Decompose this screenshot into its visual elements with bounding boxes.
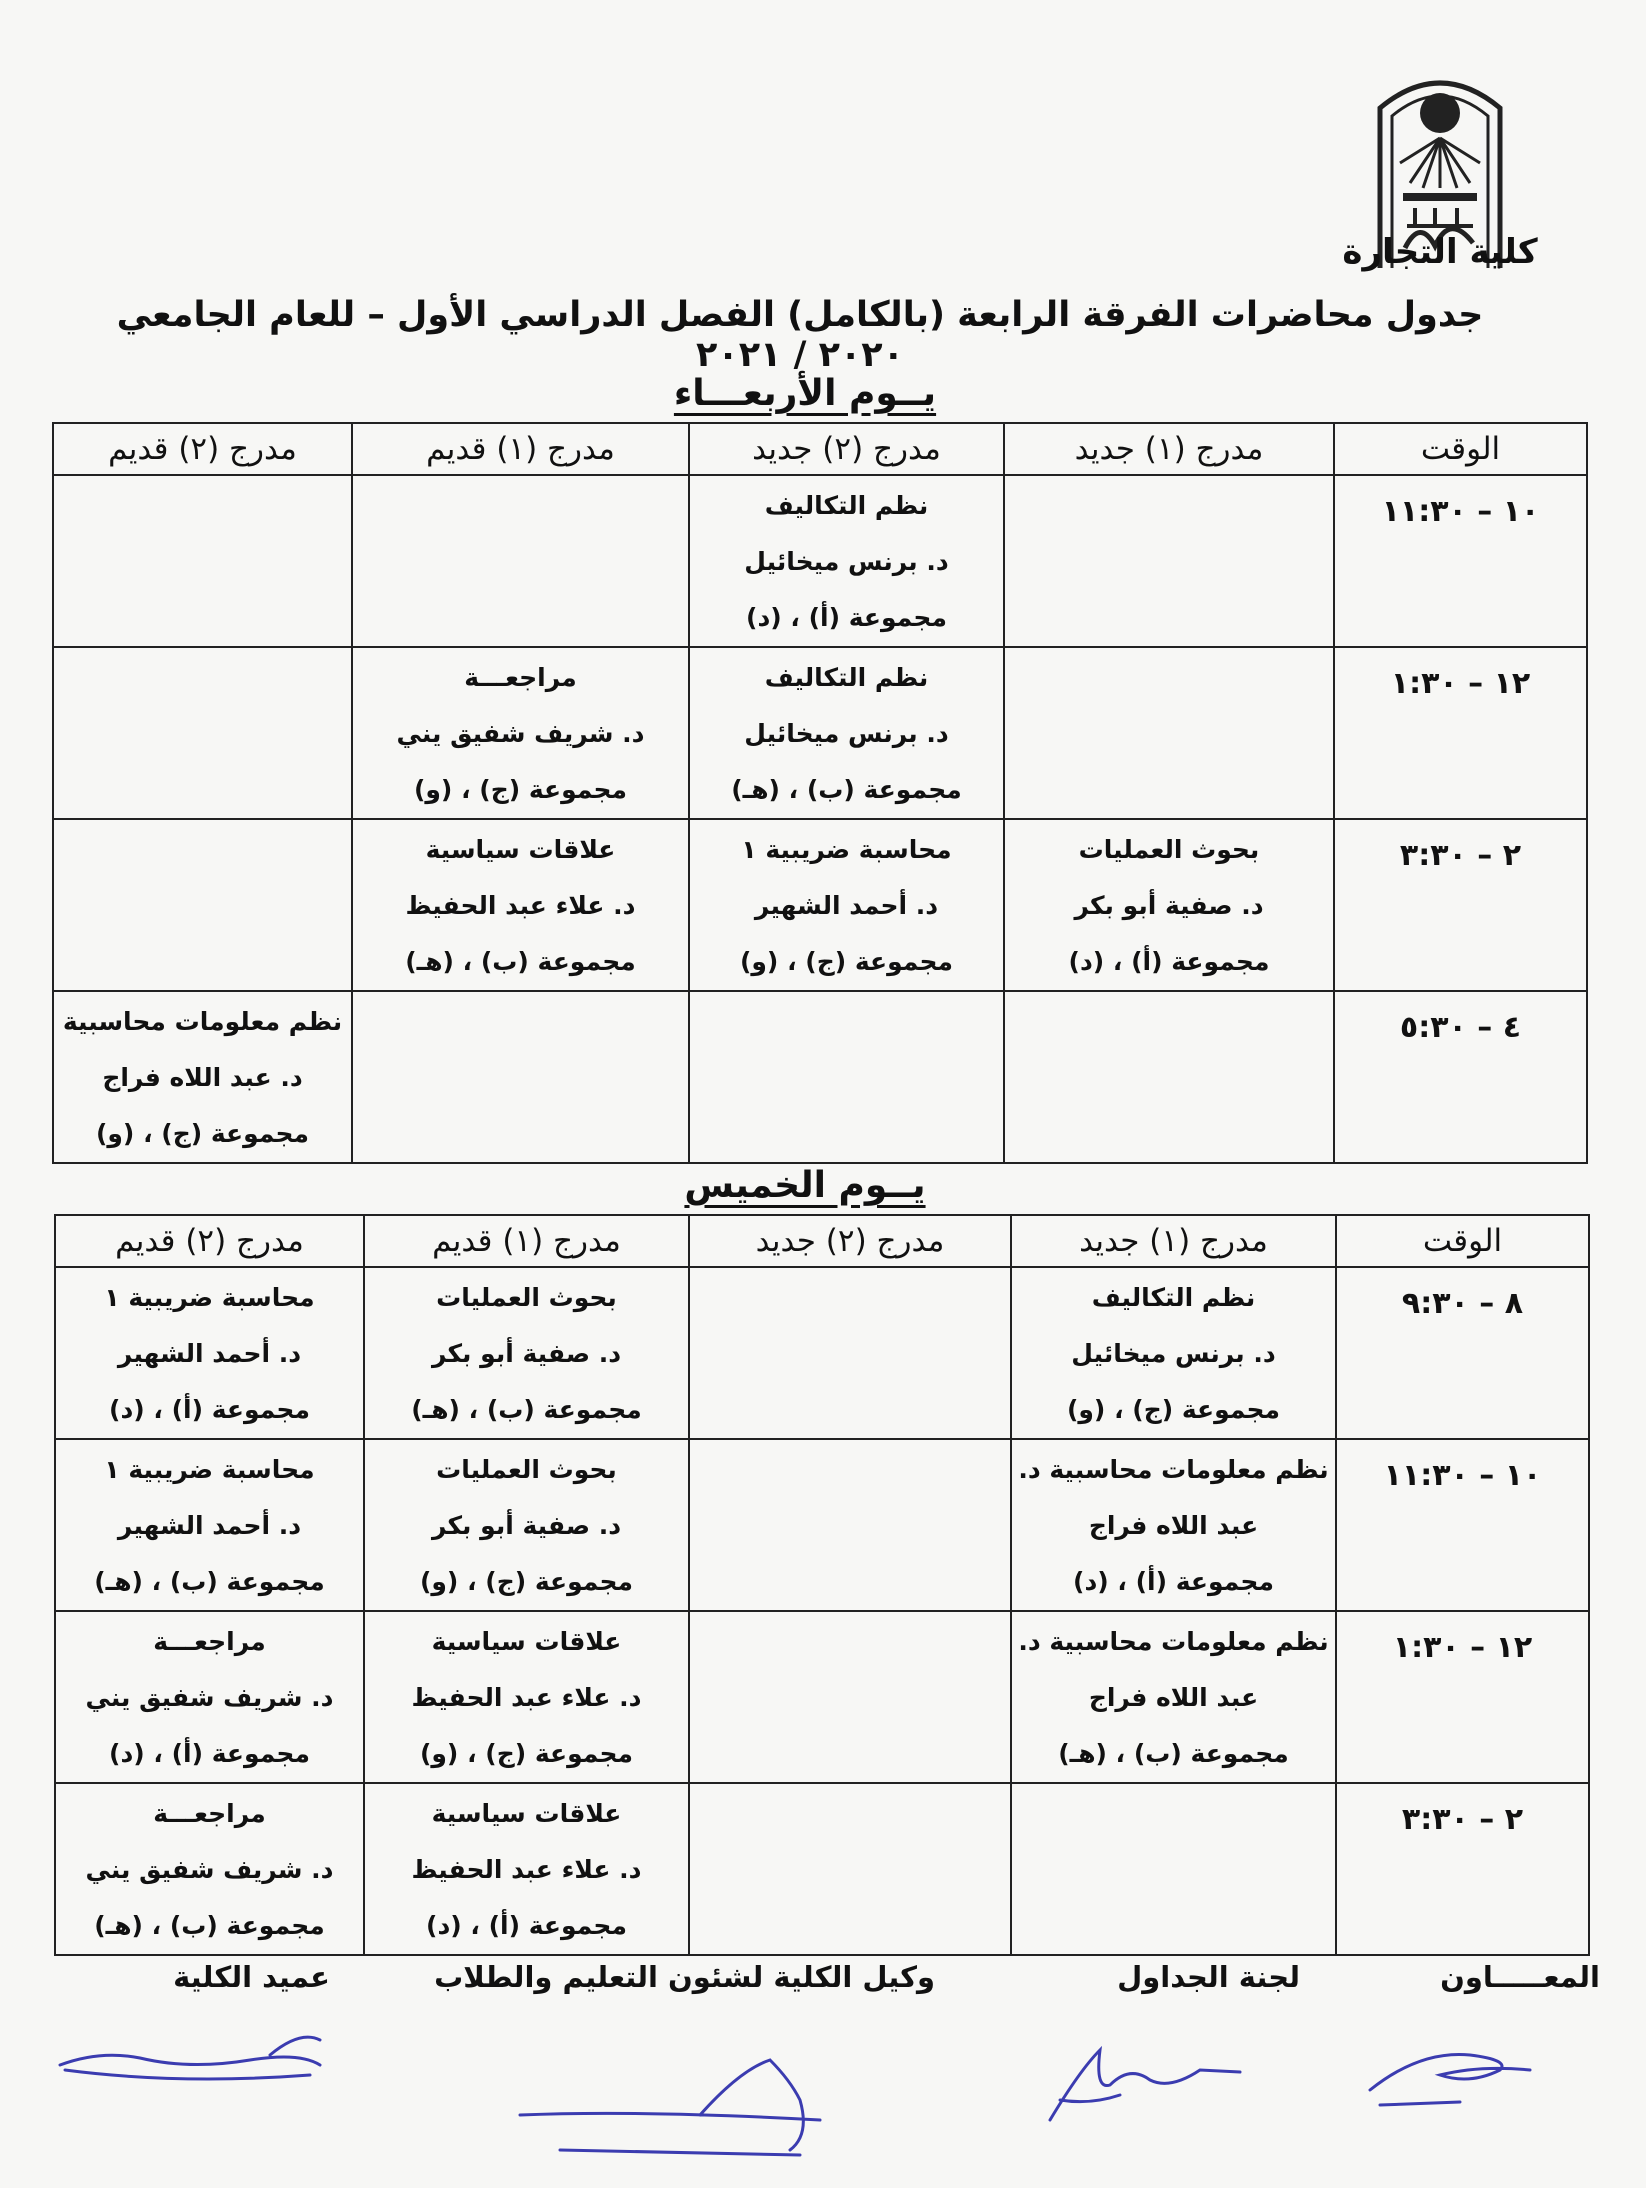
lecture-cell-hall2-old xyxy=(55,1439,364,1611)
lecture-lecturer: د. شريف شفيق يني xyxy=(85,1683,334,1712)
table-row xyxy=(53,819,1587,991)
lecture-cell-hall2-old xyxy=(55,1611,364,1783)
lecture-groups: مجموعة (ب) ، (هـ) xyxy=(411,1395,642,1424)
time-slot: ١٠ – ١١:٣٠ xyxy=(1383,1458,1542,1493)
lecture-course: نظم معلومات محاسبية د. xyxy=(1018,1627,1329,1656)
lecture-groups: مجموعة (ج) ، (و) xyxy=(419,1567,634,1596)
table-header-row xyxy=(55,1215,1589,1267)
lecture-course: نظم التكاليف xyxy=(764,663,929,692)
lecture-course: نظم معلومات محاسبية xyxy=(62,1007,343,1036)
lecture-lecturer: د. برنس ميخائيل xyxy=(744,547,949,576)
assistant-label: المعـــــاون xyxy=(1440,1960,1600,1994)
time-slot: ٢ – ٣:٣٠ xyxy=(1401,1802,1524,1837)
table-header-row xyxy=(53,423,1587,475)
lecture-groups: مجموعة (أ) ، (د) xyxy=(1068,947,1270,976)
column-header-hall1-old: مدرج (١) قديم xyxy=(352,423,689,475)
time-cell xyxy=(1336,1267,1589,1439)
lecture-lecturer: عبد اللاه فراج xyxy=(1088,1683,1259,1712)
lecture-lecturer: د. علاء عبد الحفيظ xyxy=(411,1683,642,1712)
lecture-groups: مجموعة (ج) ، (و) xyxy=(413,775,628,804)
wednesday-title: يــوم الأربعـــاء xyxy=(673,373,937,414)
lecture-groups: مجموعة (ب) ، (هـ) xyxy=(1058,1739,1289,1768)
lecture-cell-hall1-old xyxy=(364,1267,689,1439)
lecture-groups: مجموعة (أ) ، (د) xyxy=(109,1739,310,1768)
handwritten-signatures xyxy=(0,2010,1646,2180)
lecture-cell-hall2-old xyxy=(55,1267,364,1439)
table-row xyxy=(53,991,1587,1163)
lecture-cell-hall2-new xyxy=(689,475,1004,647)
column-header-time: الوقت xyxy=(1334,423,1587,475)
lecture-course: مراجعـــة xyxy=(153,1627,266,1656)
lecture-groups: مجموعة (ج) ، (و) xyxy=(739,947,954,976)
lecture-course: بحوث العمليات xyxy=(436,1283,617,1312)
lecture-cell-hall2-new xyxy=(689,1611,1011,1783)
lecture-course: بحوث العمليات xyxy=(1078,835,1260,864)
lecture-course: نظم التكاليف xyxy=(764,491,929,520)
lecture-groups: مجموعة (ب) ، (هـ) xyxy=(94,1567,325,1596)
time-cell xyxy=(1334,475,1587,647)
lecture-cell-hall1-old xyxy=(364,1611,689,1783)
lecture-cell-hall2-new xyxy=(689,1783,1011,1955)
time-slot: ٤ – ٥:٣٠ xyxy=(1399,1010,1522,1045)
lecture-lecturer: د. صفية أبو بكر xyxy=(1074,891,1264,920)
lecture-cell-hall2-new xyxy=(689,1439,1011,1611)
lecture-course: مراجعـــة xyxy=(464,663,577,692)
lecture-course: علاقات سياسية xyxy=(431,1799,622,1828)
page-title: جدول محاضرات الفرقة الرابعة (بالكامل) الفصل الدراسي الأول – للعام الجامعي ٢٠٢٠ / ٢٠٢١ xyxy=(116,295,1484,375)
column-header-hall2-new: مدرج (٢) جديد xyxy=(689,1215,1011,1267)
table-row xyxy=(55,1267,1589,1439)
time-cell xyxy=(1334,991,1587,1163)
time-slot: ١٢ – ١:٣٠ xyxy=(1390,666,1531,701)
lecture-course: نظم معلومات محاسبية د. xyxy=(1018,1455,1329,1484)
lecture-cell-hall1-new xyxy=(1004,991,1334,1163)
vice-dean-label: وكيل الكلية لشئون التعليم والطلاب xyxy=(434,1960,935,1994)
table-row xyxy=(55,1611,1589,1783)
wednesday-schedule-table xyxy=(52,422,1588,1164)
lecture-cell-hall1-new xyxy=(1004,475,1334,647)
time-slot: ٢ – ٣:٣٠ xyxy=(1399,838,1522,873)
lecture-cell-hall2-new xyxy=(689,819,1004,991)
table-row xyxy=(53,647,1587,819)
lecture-lecturer: د. أحمد الشهير xyxy=(754,891,939,920)
lecture-cell-hall1-new xyxy=(1004,819,1334,991)
lecture-lecturer: د. شريف شفيق يني xyxy=(85,1855,334,1884)
time-cell xyxy=(1334,647,1587,819)
lecture-lecturer: د. أحمد الشهير xyxy=(117,1511,302,1540)
table-row xyxy=(55,1783,1589,1955)
lecture-cell-hall2-new xyxy=(689,647,1004,819)
lecture-cell-hall2-new xyxy=(689,991,1004,1163)
column-header-hall2-old: مدرج (٢) قديم xyxy=(55,1215,364,1267)
lecture-cell-hall1-old xyxy=(352,647,689,819)
lecture-cell-hall2-new xyxy=(689,1267,1011,1439)
lecture-groups: مجموعة (أ) ، (د) xyxy=(109,1395,310,1424)
committee-signature xyxy=(1050,2050,1240,2120)
lecture-lecturer: د. شريف شفيق يني xyxy=(396,719,645,748)
lecture-groups: مجموعة (أ) ، (د) xyxy=(426,1911,627,1940)
time-slot: ١٢ – ١:٣٠ xyxy=(1392,1630,1533,1665)
time-slot: ١٠ – ١١:٣٠ xyxy=(1381,494,1540,529)
lecture-lecturer: د. عبد اللاه فراج xyxy=(102,1063,303,1092)
lecture-course: محاسبة ضريبية ١ xyxy=(104,1455,315,1484)
lecture-groups: مجموعة (ج) ، (و) xyxy=(95,1119,310,1148)
lecture-cell-hall2-old xyxy=(53,991,352,1163)
signature-labels xyxy=(60,1960,1600,2010)
lecture-cell-hall2-old xyxy=(53,647,352,819)
dean-signature xyxy=(60,2037,320,2079)
lecture-lecturer: د. برنس ميخائيل xyxy=(1071,1339,1276,1368)
lecture-cell-hall1-new xyxy=(1011,1267,1336,1439)
lecture-lecturer: د. صفية أبو بكر xyxy=(431,1339,622,1368)
lecture-cell-hall2-old xyxy=(53,819,352,991)
lecture-groups: مجموعة (ب) ، (هـ) xyxy=(731,775,962,804)
thursday-title: يــوم الخميس xyxy=(684,1165,926,1206)
lecture-cell-hall2-old xyxy=(55,1783,364,1955)
lecture-lecturer: عبد اللاه فراج xyxy=(1088,1511,1259,1540)
column-header-hall1-new: مدرج (١) جديد xyxy=(1011,1215,1336,1267)
lecture-groups: مجموعة (أ) ، (د) xyxy=(746,603,947,632)
column-header-hall1-old: مدرج (١) قديم xyxy=(364,1215,689,1267)
faculty-name: كلية التجارة xyxy=(1342,232,1538,272)
column-header-hall2-old: مدرج (٢) قديم xyxy=(53,423,352,475)
lecture-cell-hall1-new xyxy=(1011,1783,1336,1955)
time-slot: ٨ – ٩:٣٠ xyxy=(1401,1286,1524,1321)
lecture-lecturer: د. برنس ميخائيل xyxy=(744,719,949,748)
lecture-cell-hall1-old xyxy=(364,1439,689,1611)
table-row xyxy=(55,1439,1589,1611)
lecture-cell-hall2-old xyxy=(53,475,352,647)
column-header-hall1-new: مدرج (١) جديد xyxy=(1004,423,1334,475)
lecture-groups: مجموعة (ج) ، (و) xyxy=(1066,1395,1281,1424)
lecture-groups: مجموعة (ب) ، (هـ) xyxy=(94,1911,325,1940)
time-cell xyxy=(1336,1439,1589,1611)
lecture-cell-hall1-new xyxy=(1011,1611,1336,1783)
lecture-lecturer: د. علاء عبد الحفيظ xyxy=(411,1855,642,1884)
lecture-groups: مجموعة (أ) ، (د) xyxy=(1073,1567,1274,1596)
committee-label: لجنة الجداول xyxy=(1117,1960,1300,1994)
lecture-lecturer: د. صفية أبو بكر xyxy=(431,1511,622,1540)
lecture-course: علاقات سياسية xyxy=(431,1627,622,1656)
lecture-course: بحوث العمليات xyxy=(436,1455,617,1484)
thursday-schedule-table xyxy=(54,1214,1590,1956)
table-row xyxy=(53,475,1587,647)
lecture-course: محاسبة ضريبية ١ xyxy=(741,835,952,864)
assistant-signature xyxy=(1370,2054,1530,2105)
lecture-course: نظم التكاليف xyxy=(1091,1283,1256,1312)
time-cell xyxy=(1336,1611,1589,1783)
dean-label: عميد الكلية xyxy=(173,1960,330,1994)
lecture-groups: مجموعة (ج) ، (و) xyxy=(419,1739,634,1768)
lecture-course: محاسبة ضريبية ١ xyxy=(104,1283,315,1312)
lecture-cell-hall1-old xyxy=(352,819,689,991)
lecture-cell-hall1-new xyxy=(1004,647,1334,819)
lecture-cell-hall1-old xyxy=(352,991,689,1163)
lecture-cell-hall1-old xyxy=(352,475,689,647)
lecture-cell-hall1-new xyxy=(1011,1439,1336,1611)
time-cell xyxy=(1336,1783,1589,1955)
vice-dean-signature xyxy=(520,2060,820,2155)
lecture-lecturer: د. علاء عبد الحفيظ xyxy=(405,891,636,920)
lecture-cell-hall1-old xyxy=(364,1783,689,1955)
time-cell xyxy=(1334,819,1587,991)
lecture-lecturer: د. أحمد الشهير xyxy=(117,1339,302,1368)
column-header-time: الوقت xyxy=(1336,1215,1589,1267)
lecture-groups: مجموعة (ب) ، (هـ) xyxy=(405,947,636,976)
lecture-course: علاقات سياسية xyxy=(425,835,616,864)
column-header-hall2-new: مدرج (٢) جديد xyxy=(689,423,1004,475)
lecture-course: مراجعـــة xyxy=(153,1799,266,1828)
